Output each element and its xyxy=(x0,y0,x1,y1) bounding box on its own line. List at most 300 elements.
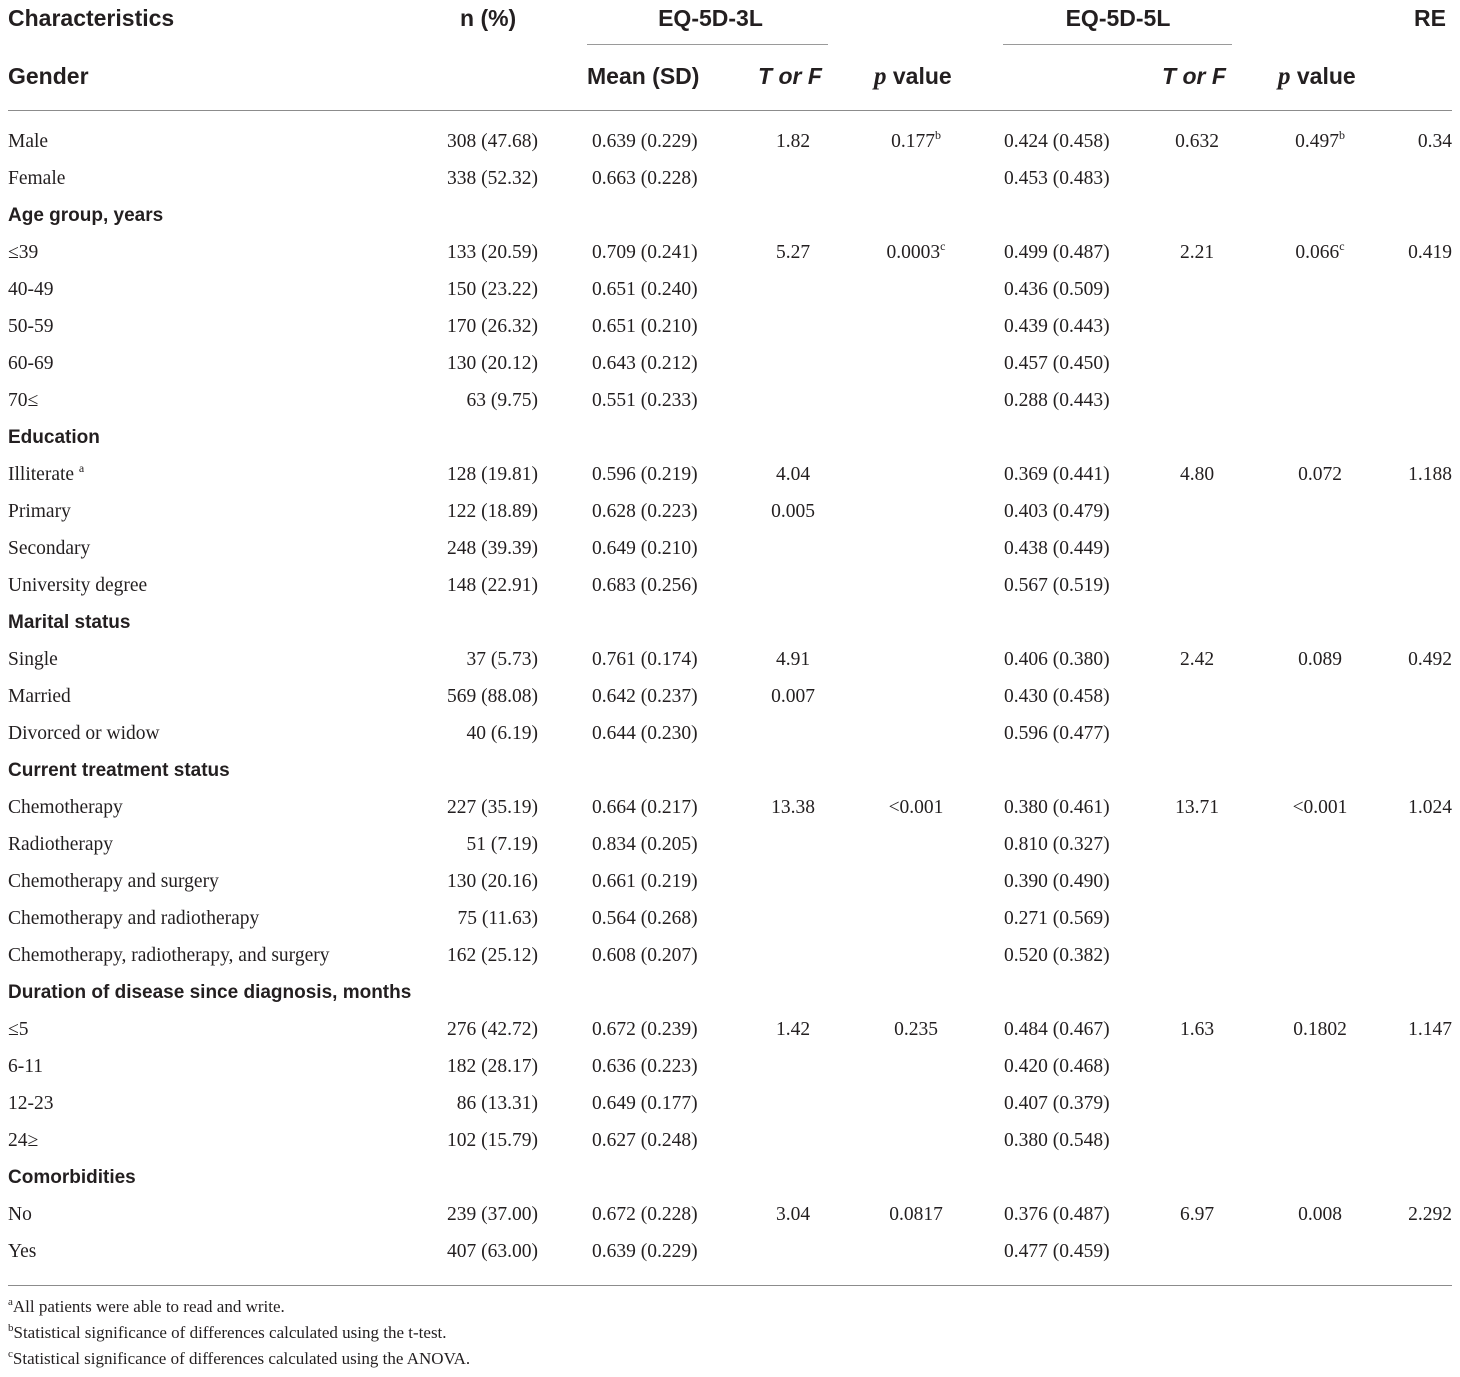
cell-m3 xyxy=(592,130,698,154)
cell-n xyxy=(447,463,538,487)
cell-m5-text: 0.596 (0.477) xyxy=(1004,723,1110,744)
cell-label-text: 24≥ xyxy=(8,1130,39,1151)
cell-m5-text: 0.369 (0.441) xyxy=(1004,464,1110,485)
footnote-mark: c xyxy=(940,239,946,253)
cell-t3 xyxy=(760,1018,826,1042)
cell-n xyxy=(447,500,538,524)
cell-label-text: Chemotherapy and surgery xyxy=(8,871,219,892)
cell-m5-text: 0.424 (0.458) xyxy=(1004,131,1110,152)
cell-n xyxy=(447,1018,538,1042)
cell-label xyxy=(8,204,163,228)
table-row xyxy=(0,722,1460,759)
cell-label xyxy=(8,574,147,598)
cell-n xyxy=(467,389,539,413)
cell-m3 xyxy=(592,907,698,931)
cell-label xyxy=(8,500,71,524)
cell-n-text: 276 (42.72) xyxy=(447,1019,538,1040)
cell-label xyxy=(8,1092,54,1116)
cell-label xyxy=(8,907,259,931)
cell-m5-text: 0.407 (0.379) xyxy=(1004,1093,1110,1114)
cell-m5 xyxy=(1004,944,1110,968)
cell-n xyxy=(447,241,538,265)
cell-p3-text: 0.235 xyxy=(894,1019,938,1040)
header-eq-5d-5l: EQ-5D-5L xyxy=(1065,5,1171,31)
table-row xyxy=(0,1055,1460,1092)
header-eq-5d-3l: EQ-5D-3L xyxy=(658,5,763,31)
cell-t3-text: 4.04 xyxy=(775,464,811,485)
cell-m3 xyxy=(592,685,698,709)
cell-m5 xyxy=(1004,389,1110,413)
table-row xyxy=(0,500,1460,537)
cell-m3 xyxy=(592,1092,698,1116)
cell-n-text: 130 (20.16) xyxy=(447,871,538,892)
cell-m3 xyxy=(592,352,698,376)
section-header-row xyxy=(0,1166,1460,1203)
cell-n xyxy=(447,1240,538,1264)
section-header-row xyxy=(0,426,1460,463)
cell-m5 xyxy=(1004,167,1110,191)
table-row xyxy=(0,870,1460,907)
cell-m5 xyxy=(1004,1129,1110,1153)
cell-m5 xyxy=(1004,1092,1110,1116)
cell-m5-text: 0.420 (0.468) xyxy=(1004,1056,1110,1077)
cell-m3-text: 0.664 (0.217) xyxy=(592,797,698,818)
cell-m3-text: 0.644 (0.230) xyxy=(592,723,698,744)
cell-m5-text: 0.380 (0.461) xyxy=(1004,797,1110,818)
cell-m3-text: 0.672 (0.228) xyxy=(592,1204,698,1225)
cell-n xyxy=(457,1092,538,1116)
cell-n-text: 122 (18.89) xyxy=(447,501,538,522)
cell-m3-text: 0.639 (0.229) xyxy=(592,1241,698,1262)
cell-p5 xyxy=(1268,241,1372,265)
cell-m3 xyxy=(592,463,698,487)
cell-label xyxy=(8,796,123,820)
cell-n-text: 182 (28.17) xyxy=(447,1056,538,1077)
cell-m3-text: 0.649 (0.210) xyxy=(592,538,698,559)
table-row xyxy=(0,1240,1460,1277)
cell-t3 xyxy=(760,1203,826,1227)
table-row xyxy=(0,1129,1460,1166)
table-row xyxy=(0,130,1460,167)
cell-label xyxy=(8,389,38,413)
table-row xyxy=(0,685,1460,722)
cell-m3 xyxy=(592,1203,698,1227)
cell-label-text: Age group, years xyxy=(8,205,164,226)
header-bottom-rule xyxy=(8,110,1452,111)
cell-n-text: 86 (13.31) xyxy=(456,1093,538,1114)
cell-p3 xyxy=(862,796,970,820)
cell-m3-text: 0.642 (0.237) xyxy=(592,686,698,707)
cell-m3-text: 0.651 (0.240) xyxy=(592,279,698,300)
cell-label xyxy=(8,537,90,561)
cell-p5-text: 0.089 xyxy=(1298,649,1342,670)
cell-m5 xyxy=(1004,278,1110,302)
cell-m5-text: 0.430 (0.458) xyxy=(1004,686,1110,707)
cell-t5 xyxy=(1162,1018,1232,1042)
cell-m3 xyxy=(592,1018,698,1042)
cell-m5 xyxy=(1004,574,1110,598)
cell-p5 xyxy=(1268,130,1372,154)
header-gender: Gender xyxy=(8,63,89,89)
cell-re-text: 0.34 xyxy=(1417,131,1452,152)
cell-n-text: 162 (25.12) xyxy=(447,945,538,966)
cell-re xyxy=(1408,648,1452,672)
cell-t3-text: 3.04 xyxy=(775,1204,811,1225)
cell-label xyxy=(8,130,48,154)
cell-t5-text: 1.63 xyxy=(1179,1019,1215,1040)
cell-m3 xyxy=(592,833,698,857)
cell-m3-text: 0.627 (0.248) xyxy=(592,1130,698,1151)
cell-m3-text: 0.551 (0.233) xyxy=(592,390,698,411)
cell-re xyxy=(1408,241,1452,265)
cell-m3 xyxy=(592,1055,698,1079)
cell-n xyxy=(467,648,539,672)
cell-t3-text: 13.38 xyxy=(771,797,815,818)
table-row xyxy=(0,463,1460,500)
cell-t5-text: 2.42 xyxy=(1179,649,1215,670)
cell-label-text: Illiterate xyxy=(8,464,79,485)
cell-m5 xyxy=(1004,722,1110,746)
footnote-a xyxy=(8,1296,285,1318)
cell-m5 xyxy=(1004,907,1110,931)
table-row xyxy=(0,315,1460,352)
table-row xyxy=(0,278,1460,315)
cell-m3-text: 0.649 (0.177) xyxy=(592,1093,698,1114)
cell-m5 xyxy=(1004,130,1110,154)
cell-m3 xyxy=(592,722,698,746)
cell-n xyxy=(447,574,538,598)
cell-label-text: Male xyxy=(8,131,49,152)
cell-label xyxy=(8,722,160,746)
cell-n-text: 407 (63.00) xyxy=(447,1241,538,1262)
cell-m5 xyxy=(1004,1203,1110,1227)
cell-p5 xyxy=(1268,463,1372,487)
cell-re xyxy=(1408,796,1452,820)
cell-t5 xyxy=(1162,130,1232,154)
cell-p5-text: 0.072 xyxy=(1298,464,1342,485)
table-row xyxy=(0,796,1460,833)
cell-label-text: Primary xyxy=(8,501,71,522)
header-re: RE xyxy=(1414,5,1446,31)
cell-m5 xyxy=(1004,500,1110,524)
cell-m5-text: 0.457 (0.450) xyxy=(1004,353,1110,374)
cell-t3-text: 1.42 xyxy=(775,1019,811,1040)
cell-label-text: Marital status xyxy=(8,612,131,633)
table-row xyxy=(0,648,1460,685)
cell-m3 xyxy=(592,796,698,820)
cell-n xyxy=(457,907,538,931)
cell-p5 xyxy=(1268,796,1372,820)
cell-re xyxy=(1408,1018,1452,1042)
cell-m5 xyxy=(1004,352,1110,376)
cell-t3-text: 0.007 xyxy=(771,686,815,707)
cell-m3 xyxy=(592,574,698,598)
section-header-row xyxy=(0,981,1460,1018)
cell-m3 xyxy=(592,870,698,894)
cell-m5-text: 0.567 (0.519) xyxy=(1004,575,1110,596)
cell-m3-text: 0.661 (0.219) xyxy=(592,871,698,892)
cell-m3-text: 0.636 (0.223) xyxy=(592,1056,698,1077)
cell-n-text: 308 (47.68) xyxy=(447,131,538,152)
cell-label-text: 50-59 xyxy=(8,316,54,337)
cell-m3 xyxy=(592,241,698,265)
cell-m5 xyxy=(1004,648,1110,672)
footnote-text: All patients were able to read and write. xyxy=(12,1297,285,1316)
cell-t3 xyxy=(760,648,826,672)
header-p-value-3l xyxy=(874,62,952,91)
cell-t3-text: 1.82 xyxy=(775,131,811,152)
cell-t3 xyxy=(760,685,826,709)
cell-re xyxy=(1418,130,1452,154)
cell-n xyxy=(447,352,538,376)
cell-n-text: 51 (7.19) xyxy=(466,834,538,855)
cell-re-text: 1.147 xyxy=(1408,1019,1452,1040)
cell-n xyxy=(447,685,538,709)
cell-m5 xyxy=(1004,1240,1110,1264)
table-row xyxy=(0,241,1460,278)
cell-m5-text: 0.376 (0.487) xyxy=(1004,1204,1110,1225)
cell-label xyxy=(8,1166,136,1190)
cell-label-text: Comorbidities xyxy=(8,1167,136,1188)
cell-m3-text: 0.672 (0.239) xyxy=(592,1019,698,1040)
cell-n-text: 227 (35.19) xyxy=(447,797,538,818)
cell-p5-text: 0.1802 xyxy=(1293,1019,1347,1040)
table-row xyxy=(0,167,1460,204)
cell-label-text: ≤39 xyxy=(8,242,39,263)
cell-m3-text: 0.643 (0.212) xyxy=(592,353,698,374)
cell-t3 xyxy=(760,463,826,487)
cell-re-text: 2.292 xyxy=(1408,1204,1452,1225)
cell-p5 xyxy=(1268,1203,1372,1227)
cell-p5-text: <0.001 xyxy=(1292,797,1348,818)
cell-label-text: 60-69 xyxy=(8,353,54,374)
cell-t3 xyxy=(760,500,826,524)
cell-t3 xyxy=(760,241,826,265)
cell-n xyxy=(447,1203,538,1227)
cell-label xyxy=(8,648,58,672)
header-value-5l: value xyxy=(1290,63,1356,89)
cell-p3-text: 0.177 xyxy=(891,131,935,152)
cell-m5 xyxy=(1004,870,1110,894)
header-mean-sd: Mean (SD) xyxy=(587,63,700,89)
cell-re xyxy=(1408,463,1452,487)
cell-t3-text: 0.005 xyxy=(771,501,815,522)
cell-m3 xyxy=(592,648,698,672)
cell-label xyxy=(8,315,54,339)
cell-n-text: 63 (9.75) xyxy=(466,390,538,411)
cell-m3 xyxy=(592,944,698,968)
footnote-mark: b xyxy=(8,1322,14,1334)
cell-m3-text: 0.709 (0.241) xyxy=(592,242,698,263)
cell-t5-text: 0.632 xyxy=(1175,131,1219,152)
cell-p3-text: <0.001 xyxy=(888,797,944,818)
cell-n xyxy=(447,1129,538,1153)
cell-label-text: Education xyxy=(8,427,100,448)
cell-n-text: 150 (23.22) xyxy=(447,279,538,300)
cell-m5-text: 0.810 (0.327) xyxy=(1004,834,1110,855)
cell-m5 xyxy=(1004,833,1110,857)
cell-label xyxy=(8,981,411,1005)
cell-n-text: 75 (11.63) xyxy=(457,908,538,929)
cell-m3-text: 0.651 (0.210) xyxy=(592,316,698,337)
cell-label xyxy=(8,426,100,450)
table-row xyxy=(0,1203,1460,1240)
cell-m3 xyxy=(592,1240,698,1264)
cell-m3-text: 0.761 (0.174) xyxy=(592,649,698,670)
cell-m3-text: 0.564 (0.268) xyxy=(592,908,698,929)
cell-n xyxy=(447,1055,538,1079)
cell-m3-text: 0.834 (0.205) xyxy=(592,834,698,855)
cell-t3 xyxy=(760,130,826,154)
table-row xyxy=(0,907,1460,944)
eq-5d-5l-spanner-rule xyxy=(1003,44,1232,45)
cell-m5 xyxy=(1004,537,1110,561)
cell-m5-text: 0.436 (0.509) xyxy=(1004,279,1110,300)
cell-label-text: Yes xyxy=(8,1241,37,1262)
cell-t3-text: 5.27 xyxy=(775,242,811,263)
footnote-b xyxy=(8,1322,447,1344)
section-header-row xyxy=(0,759,1460,796)
cell-n-text: 170 (26.32) xyxy=(447,316,538,337)
table-row xyxy=(0,389,1460,426)
cell-n xyxy=(447,944,538,968)
cell-n-text: 102 (15.79) xyxy=(447,1130,538,1151)
footnote-mark: c xyxy=(1339,239,1345,253)
cell-m5-text: 0.477 (0.459) xyxy=(1004,1241,1110,1262)
cell-n-text: 148 (22.91) xyxy=(447,575,538,596)
header-t-or-f-5l: T or F xyxy=(1162,63,1226,89)
table-bottom-rule xyxy=(8,1285,1452,1286)
cell-label-text: 70≤ xyxy=(8,390,39,411)
cell-label-text: Chemotherapy and radiotherapy xyxy=(8,908,260,929)
cell-n xyxy=(467,722,539,746)
footnote-mark: b xyxy=(1338,128,1345,142)
cell-n-text: 569 (88.08) xyxy=(447,686,538,707)
cell-n-text: 239 (37.00) xyxy=(447,1204,538,1225)
cell-m5-text: 0.484 (0.467) xyxy=(1004,1019,1110,1040)
cell-t5 xyxy=(1162,796,1232,820)
cell-label xyxy=(8,463,84,487)
cell-t5 xyxy=(1162,648,1232,672)
cell-label-text: No xyxy=(8,1204,32,1225)
cell-label xyxy=(8,278,54,302)
footnote-mark: a xyxy=(78,461,85,475)
cell-m5 xyxy=(1004,1055,1110,1079)
cell-n xyxy=(447,167,538,191)
cell-label xyxy=(8,870,219,894)
cell-p5-text: 0.008 xyxy=(1298,1204,1342,1225)
cell-p3 xyxy=(862,130,970,154)
header-p-italic-3l: p xyxy=(874,63,887,90)
cell-m5-text: 0.406 (0.380) xyxy=(1004,649,1110,670)
header-n-percent: n (%) xyxy=(460,5,517,31)
cell-label xyxy=(8,685,71,709)
table-row xyxy=(0,944,1460,981)
eq-5d-3l-spanner-rule xyxy=(587,44,828,45)
cell-n xyxy=(447,537,538,561)
cell-m5 xyxy=(1004,1018,1110,1042)
cell-t5-text: 13.71 xyxy=(1175,797,1219,818)
cell-m5 xyxy=(1004,463,1110,487)
cell-t5 xyxy=(1162,463,1232,487)
cell-label-text: 6-11 xyxy=(8,1056,44,1077)
cell-p3-text: 0.0003 xyxy=(886,242,941,263)
cell-m5-text: 0.380 (0.548) xyxy=(1004,1130,1110,1151)
cell-m5-text: 0.439 (0.443) xyxy=(1004,316,1110,337)
cell-label-text: Divorced or widow xyxy=(8,723,160,744)
cell-m3 xyxy=(592,167,698,191)
section-header-row xyxy=(0,204,1460,241)
cell-n-text: 40 (6.19) xyxy=(466,723,538,744)
footnote-mark: b xyxy=(934,128,941,142)
cell-m5-text: 0.520 (0.382) xyxy=(1004,945,1110,966)
cell-m3 xyxy=(592,537,698,561)
cell-label-text: Married xyxy=(8,686,71,707)
cell-label xyxy=(8,944,329,968)
cell-label xyxy=(8,352,54,376)
cell-label-text: ≤5 xyxy=(8,1019,29,1040)
cell-label xyxy=(8,1018,28,1042)
cell-label-text: Current treatment status xyxy=(8,760,230,781)
table-row xyxy=(0,1092,1460,1129)
cell-n xyxy=(447,870,538,894)
cell-m3-text: 0.639 (0.229) xyxy=(592,131,698,152)
footnote-text: Statistical significance of differences calculated using the ANOVA. xyxy=(12,1349,471,1368)
cell-label xyxy=(8,241,38,265)
cell-m5-text: 0.271 (0.569) xyxy=(1004,908,1110,929)
cell-n-text: 128 (19.81) xyxy=(447,464,538,485)
header-t-or-f-3l: T or F xyxy=(758,63,822,89)
cell-n-text: 338 (52.32) xyxy=(447,168,538,189)
cell-label-text: University degree xyxy=(8,575,148,596)
cell-m3-text: 0.596 (0.219) xyxy=(592,464,698,485)
cell-m5 xyxy=(1004,315,1110,339)
cell-m5-text: 0.403 (0.479) xyxy=(1004,501,1110,522)
cell-p5-text: 0.066 xyxy=(1295,242,1340,263)
footnote-text: Statistical significance of differences calculated using the t-test. xyxy=(13,1323,447,1342)
cell-n-text: 133 (20.59) xyxy=(447,242,538,263)
cell-m5-text: 0.499 (0.487) xyxy=(1004,242,1110,263)
cell-n xyxy=(447,315,538,339)
cell-m3 xyxy=(592,1129,698,1153)
cell-t3 xyxy=(760,796,826,820)
footnote-mark: a xyxy=(8,1296,13,1308)
cell-m3-text: 0.663 (0.228) xyxy=(592,168,698,189)
table-row xyxy=(0,574,1460,611)
cell-label xyxy=(8,833,113,857)
cell-m5-text: 0.288 (0.443) xyxy=(1004,390,1110,411)
cell-p5-text: 0.497 xyxy=(1295,131,1339,152)
cell-p3-text: 0.0817 xyxy=(889,1204,943,1225)
table-row xyxy=(0,833,1460,870)
cell-m5-text: 0.453 (0.483) xyxy=(1004,168,1110,189)
cell-m3 xyxy=(592,500,698,524)
header-p-value-5l xyxy=(1278,62,1356,91)
cell-m3-text: 0.628 (0.223) xyxy=(592,501,698,522)
cell-t3-text: 4.91 xyxy=(775,649,811,670)
table-row xyxy=(0,1018,1460,1055)
cell-label-text: Single xyxy=(8,649,58,670)
footnote-c xyxy=(8,1348,470,1370)
cell-n xyxy=(447,796,538,820)
cell-m5-text: 0.390 (0.490) xyxy=(1004,871,1110,892)
cell-m5 xyxy=(1004,796,1110,820)
cell-m5-text: 0.438 (0.449) xyxy=(1004,538,1110,559)
cell-t5 xyxy=(1162,241,1232,265)
cell-label-text: 12-23 xyxy=(8,1093,54,1114)
cell-label-text: Chemotherapy, radiotherapy, and surgery xyxy=(8,945,330,966)
cell-m5 xyxy=(1004,685,1110,709)
